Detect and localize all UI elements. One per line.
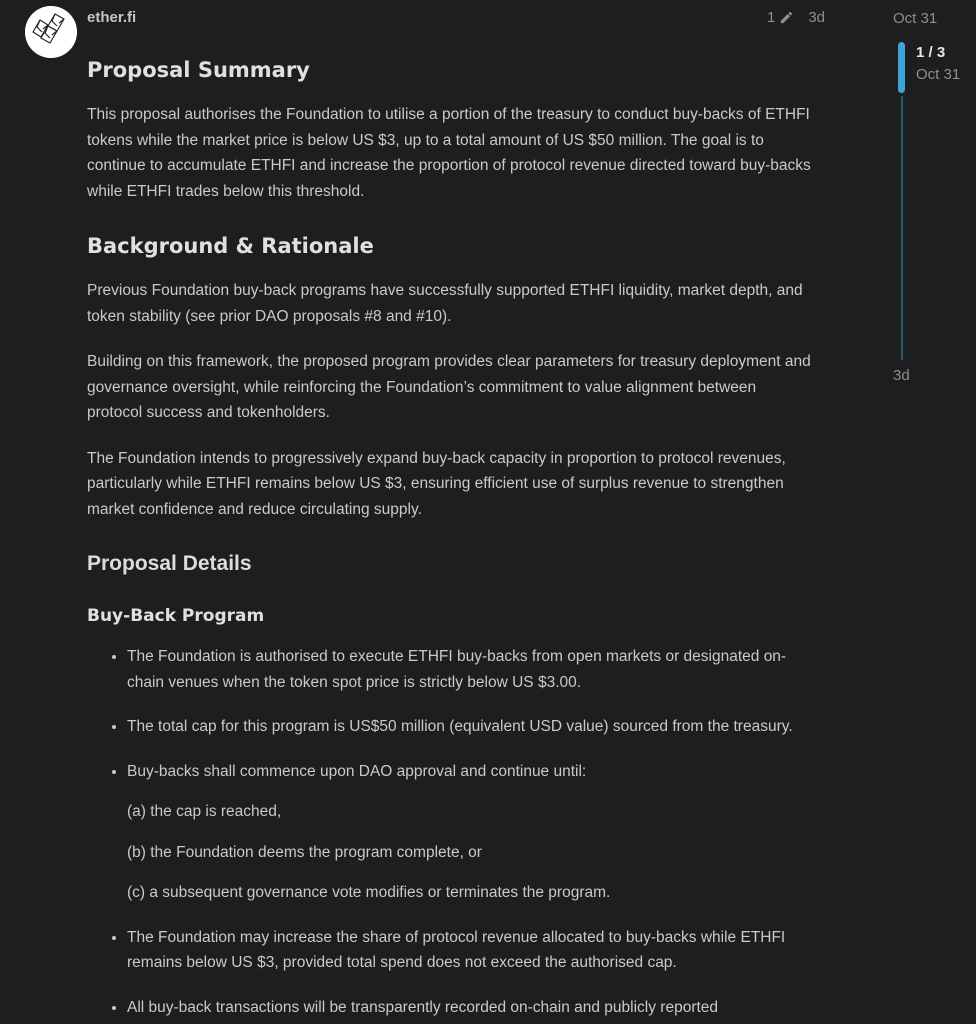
timeline-end-age[interactable]: 3d [893, 367, 910, 384]
heading-proposal-summary: Proposal Summary [87, 58, 310, 82]
post-body [87, 58, 811, 1020]
timeline-scrubber-handle[interactable] [898, 42, 905, 93]
heading-buyback-program: Buy-Back Program [87, 606, 265, 626]
heading-background-rationale: Background & Rationale [87, 234, 374, 258]
post-header [87, 6, 825, 28]
paragraph-summary: This proposal authorises the Foundation to utilise a portion of the treasury to conduct buy-backs of ETHFI tokens while the market price is below US $3, up to a total amount of US $50 million. The goal is to continue to accumulate ETHFI and increase the proportion of protocol revenue directed toward buy-backs while ETHFI trades below this threshold. [87, 106, 811, 200]
post-age[interactable]: 3d [808, 8, 825, 26]
timeline-track-line[interactable] [901, 96, 903, 360]
pencil-icon [779, 10, 794, 25]
edit-count[interactable] [767, 9, 794, 26]
list-item: • The Foundation is authorised to execute ETHFI buy-backs from open markets or designated on-chain venues when the token spot price is strictly below US $3.00. [127, 644, 811, 695]
list-subitem-a: (a) the cap is reached, [127, 803, 282, 820]
list-item: • All buy-back transactions will be transparently recorded on-chain and publicly reported [127, 995, 811, 1021]
list-item: • The total cap for this program is US$50 million (equivalent USD value) sourced from the treasury. [127, 714, 811, 740]
list-item: • The Foundation may increase the share of protocol revenue allocated to buy-backs while ETHFI remains below US $3, provided total spend does not exceed the authorised cap. [127, 925, 811, 976]
list-subitem-c: (c) a subsequent governance vote modifies or terminates the program. [127, 884, 611, 901]
paragraph-background-2: Building on this framework, the proposed program provides clear parameters for treasury deployment and governance oversight, while reinforcing the Foundation’s commitment to value alignment between protocol success and tokenholders. [87, 353, 811, 421]
list-item [127, 759, 811, 906]
timeline-post-position: 1 / 3 [916, 44, 946, 61]
list-item-intro: Buy-backs shall commence upon DAO approval and continue until: [127, 762, 587, 780]
etherfi-logo-icon [25, 45, 77, 58]
topic-timeline [880, 0, 976, 420]
heading-proposal-details: Proposal Details [87, 552, 252, 575]
timeline-start-date[interactable]: Oct 31 [893, 10, 938, 27]
avatar-column [25, 6, 87, 1024]
list-subitem-b: (b) the Foundation deems the program complete, or [127, 843, 482, 861]
timeline-current-date: Oct 31 [916, 66, 961, 83]
buyback-bullet-list [87, 644, 811, 1020]
post-author[interactable]: ether.fi [87, 8, 137, 26]
avatar[interactable] [25, 6, 77, 58]
post-content-column [87, 6, 825, 1024]
paragraph-background-3: The Foundation intends to progressively expand buy-back capacity in proportion to protocol revenues, particularly while ETHFI remains below US $3, ensuring efficient use of surplus revenue to strengthen market confidence and reduce circulating supply. [87, 449, 786, 518]
post-meta [767, 9, 825, 26]
paragraph-background-1: Previous Foundation buy-back programs have successfully supported ETHFI liquidity, market depth, and token stability (see prior DAO proposals #8 and #10). [87, 282, 803, 325]
edit-count-value: 1 [766, 8, 776, 26]
